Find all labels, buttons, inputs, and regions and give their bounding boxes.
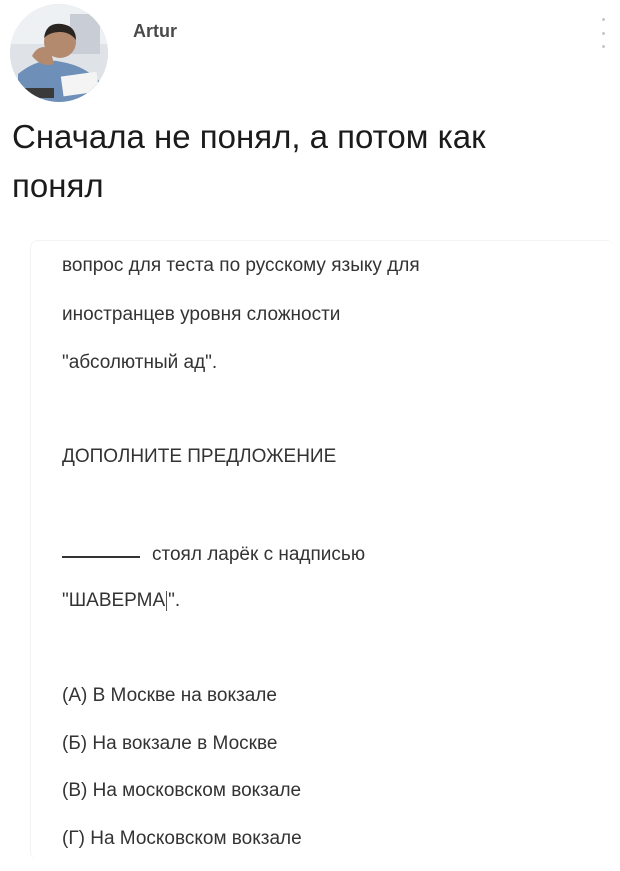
sentence-text-2b: ". (168, 590, 181, 611)
post-title-line-1: Сначала не понял, а потом как (12, 118, 486, 155)
post-header (0, 0, 620, 100)
sentence-text-2a: "ШАВЕРМА (62, 590, 166, 611)
option-b[interactable]: (Б) На вокзале в Москве (62, 733, 278, 754)
option-d[interactable]: (Г) На Московском вокзале (62, 828, 302, 849)
task-heading: ДОПОЛНИТЕ ПРЕДЛОЖЕНИЕ (62, 446, 337, 467)
sentence-text-1: стоял ларёк с надписью (152, 544, 366, 565)
intro-line-3: "абсолютный ад". (62, 352, 218, 373)
intro-line-2: иностранцев уровня сложности (62, 304, 341, 325)
answer-blank (62, 556, 140, 558)
avatar[interactable] (10, 4, 108, 102)
more-dot (602, 32, 605, 35)
sentence-line-2 (62, 590, 180, 612)
author-name[interactable]: Artur (133, 21, 177, 41)
post-title-line-2: понял (12, 167, 104, 204)
post-title (12, 112, 602, 210)
intro-line-1: вопрос для теста по русскому языку для (62, 255, 420, 276)
more-dot (602, 45, 605, 48)
avatar-photo-icon (10, 4, 108, 102)
option-a[interactable]: (А) В Москве на вокзале (62, 685, 277, 706)
more-dot (602, 18, 605, 21)
more-vertical-icon[interactable] (598, 18, 608, 48)
option-c[interactable]: (В) На московском вокзале (62, 780, 302, 801)
sentence-line-1 (62, 544, 365, 566)
text-cursor (166, 591, 167, 611)
